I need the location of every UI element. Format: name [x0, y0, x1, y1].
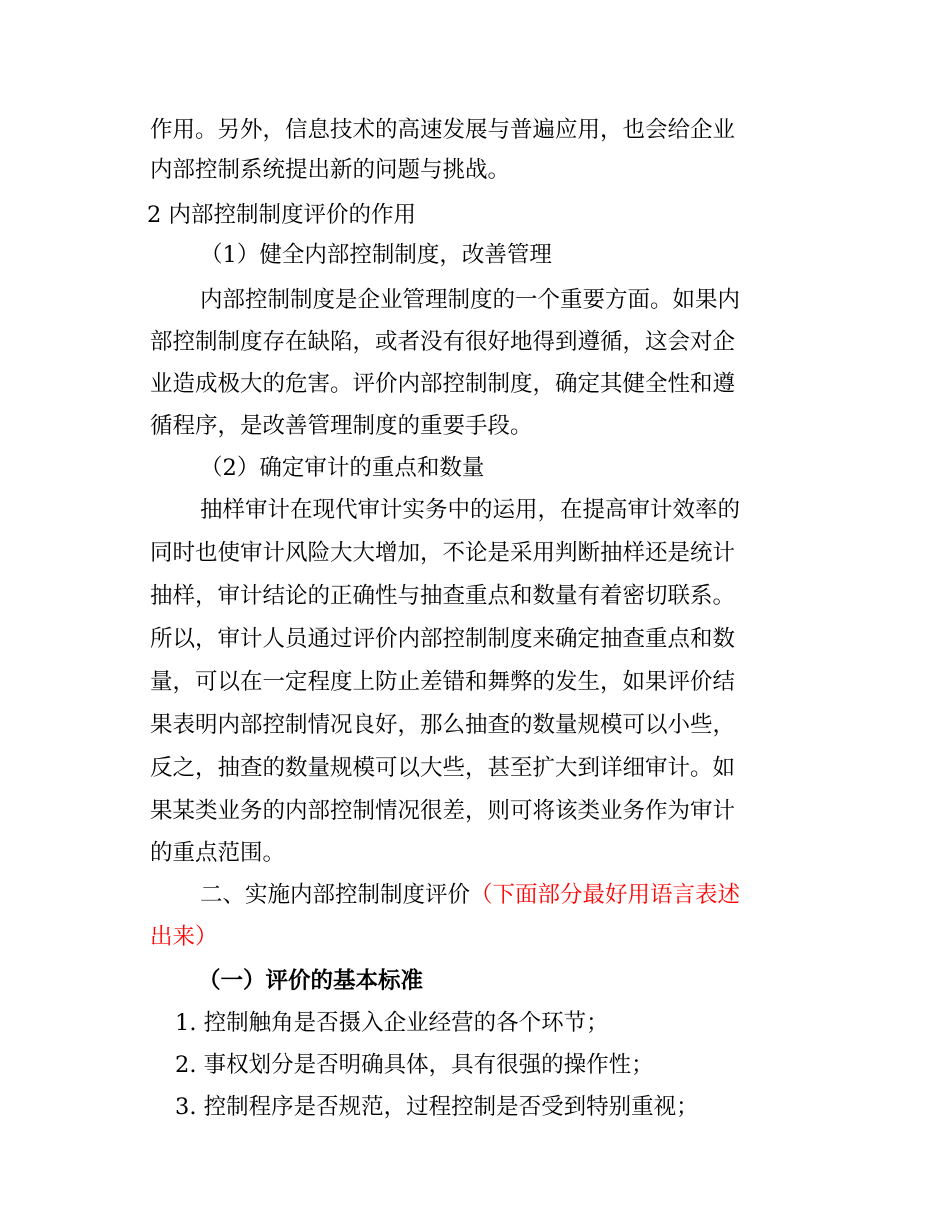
paragraph-line: 反之，抽查的数量规模可以大些，甚至扩大到详细审计。如 [150, 755, 736, 781]
subheading: （2）确定审计的重点和数量 [200, 455, 485, 481]
list-item: 1. 控制触角是否摄入企业经营的各个环节； [175, 1010, 609, 1036]
paragraph-line: 业造成极大的危害。评价内部控制制度，确定其健全性和遵 [150, 371, 736, 397]
paragraph-line: 果表明内部控制情况良好，那么抽查的数量规模可以小些， [150, 712, 736, 738]
subheading: （1）健全内部控制制度，改善管理 [200, 242, 552, 268]
paragraph-line: 所以，审计人员通过评价内部控制制度来确定抽查重点和数 [150, 626, 736, 652]
paragraph-line: 同时也使审计风险大大增加，不论是采用判断抽样还是统计 [150, 540, 736, 566]
list-item: 2. 事权划分是否明确具体，具有很强的操作性； [175, 1052, 654, 1078]
paragraph-line: 抽样，审计结论的正确性与抽查重点和数量有着密切联系。 [150, 583, 736, 609]
section-title: 二、实施内部控制制度评价 [200, 882, 471, 908]
annotation-note: （下面部分最好用语言表述 [470, 882, 741, 908]
section-heading-line [200, 880, 740, 910]
paragraph-line: 量，可以在一定程度上防止差错和舞弊的发生，如果评价结 [150, 669, 736, 695]
paragraph-line: 内部控制系统提出新的问题与挑战。 [150, 157, 511, 183]
paragraph-line: 部控制制度存在缺陷，或者没有很好地得到遵循，这会对企 [150, 329, 736, 355]
paragraph-line: 内部控制制度是企业管理制度的一个重要方面。如果内 [200, 287, 741, 313]
paragraph-line: 的重点范围。 [150, 840, 286, 866]
paragraph-line: 抽样审计在现代审计实务中的运用，在提高审计效率的 [200, 497, 741, 523]
paragraph-line: 作用。另外，信息技术的高速发展与普遍应用，也会给企业 [150, 117, 736, 143]
paragraph-line: 循程序，是改善管理制度的重要手段。 [150, 413, 533, 439]
annotation-note: 出来） [150, 924, 218, 950]
section-heading: 2 内部控制制度评价的作用 [147, 202, 416, 228]
list-item: 3. 控制程序是否规范，过程控制是否受到特别重视； [175, 1094, 699, 1120]
paragraph-line: 果某类业务的内部控制情况很差，则可将该类业务作为审计 [150, 798, 736, 824]
subsection-heading: （一）评价的基本标准 [198, 968, 424, 994]
